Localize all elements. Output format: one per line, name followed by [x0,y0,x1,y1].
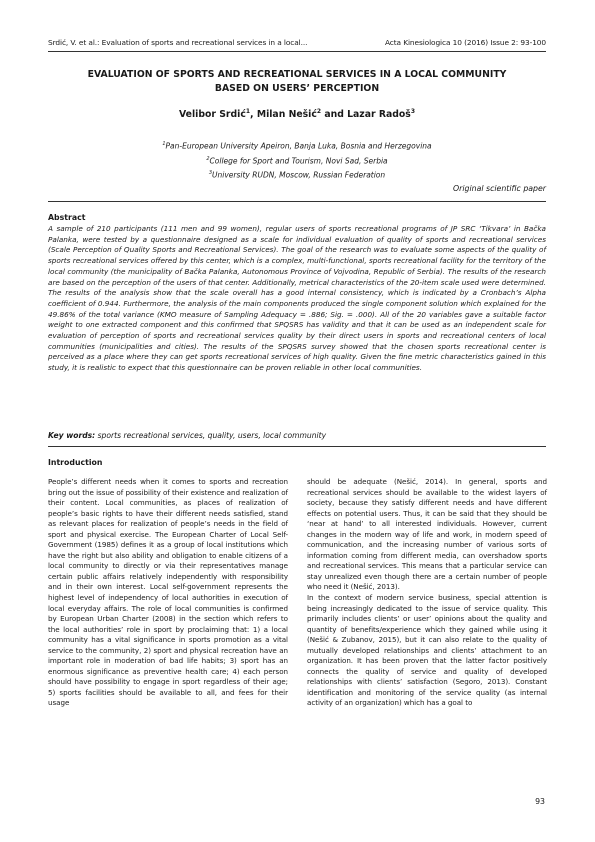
header-divider [48,51,546,52]
body-column-left [48,477,288,709]
affiliation-text: College for Sport and Tourism, Novi Sad, Serbia [209,156,388,165]
affiliation-item [48,167,546,182]
page-number: 93 [535,797,545,806]
paper-title-line-1: EVALUATION OF SPORTS AND RECREATIONAL SERVICES IN A LOCAL COMMUNITY [87,69,507,80]
author-list [48,108,546,120]
paper-title [48,68,546,96]
affiliation-item [48,153,546,168]
affiliation-mark: 1 [162,141,166,147]
body-column-right [307,477,547,709]
abstract-text: A sample of 210 participants (111 men and 99 women), regular users of sports recreational programs of JP SRC ‘Tikvara’ in Bačka Palanka, were tested by a questionnaire designed as a scale for individual evaluation of quality of sports and recreational services (Scale Perception of Quality Sports and Recreational Services). The goal of the research was to evaluate some aspects of the quality of sports recreational services offered by this center, which is a complex, multi-functional, sports recreational facility for the territory of the local community (the municipality of Bačka Palanka, Autonomous Province of Vojvodina, Republic of Serbia). The results of the research are based on the perception of the users of that center. Additionally, metrical characteristics of the 20-item scale used were determined. The results of the analysis show that the scale overall has a good internal consistency, which is indicated by a Cronbach’s Alpha coefficient of 0.944. Furthermore, the analysis of the main components produced the single component solution which explained for the 49.86% of the total variance (KMO measure of Sampling Adequacy = .886; Sig. = .000). All of the 20 variables gave a suitable factor weight to one extracted component and this confirmed that SPQSRS has validity and that it can be used as an independent scale for evaluation of perception of sports and recreational services quality by their direct users in sports and recreational centers of local communities (municipalities and cities). The results of the SPQSRS survey showed that the chosen sports recreational center is perceived as a place where they can get sports recreational services of high quality. Given the fine metric characteristics gained in this study, it is realistic to expect that this questionnaire can be proven reliable in other local communities. [48,224,546,373]
running-header [48,38,546,50]
abstract-heading: Abstract [48,213,86,222]
keywords-text: sports recreational services, quality, users, local community [95,431,327,440]
author-affiliation-mark: 3 [410,108,416,115]
affiliation-mark: 3 [208,170,213,176]
author-name: Velibor Srdić [178,109,246,121]
affiliation-mark: 2 [206,155,210,162]
keywords [48,431,546,440]
affiliation-text: University RUDN, Moscow, Russian Federation [212,170,386,180]
body-paragraph: should be adequate (Nešić, 2014). In general, sports and recreational services should be available to the widest layers of society, because they satisfy different needs and have different effects on potential users. Thus, it can be said that they should be ‘near at hand’ to all interested individuals. However, current changes in the modern way of life and work, in modern speed of communication, and the increasing number of various sorts of information coming from different media, can overshadow sports and recreational services. This means that a particular service can stay unrealized even though there are a certain number of people who need it (Nešić, 2013). [307,477,547,592]
body-paragraph: People’s different needs when it comes to sports and recreation bring out the issue of possibility of their existence and realization of their content. Local communities, as places of realization of people’s basic rights to have their different needs satisfied, stand as relevant places for realization of people’s needs in the field of sport and physical exercise. The European Charter of Local Self-Government (1985) defines it as a group of local institutions which have the right but also ability and obligation to enable citizens of a local community to directly or via their representatives manage certain public affairs relatively independently with responsibility and in their own interest. Local self-government represents the highest level of independency of local authorities in execution of local everyday affairs. The role of local communities is confirmed by European Urban Charter (2008) in the section which refers to the local authorities’ role in sport by proclaiming that: 1) a local community has a vital significance in sports promotion as a vital service to the community, 2) sport and physical recreation have an important role in moderation of bad life habits; 3) sport has an enormous significance as preventive health care; 4) each person should have possibility to engage in sport regardless of their age; 5) sports facilities should be available to all, and fees for their usage [48,477,288,708]
section-heading-introduction: Introduction [48,458,103,467]
abstract-top-divider [48,201,546,202]
author-name: Milan Nešić [256,109,317,121]
author-affiliation-mark: 2 [316,108,322,115]
running-header-journal: Acta Kinesiologica 10 (2016) Issue 2: 93-100 [384,38,546,47]
author-separator: , [250,109,257,121]
keywords-divider [48,446,546,447]
running-header-citation: Srdić, V. et al.: Evaluation of sports and recreational services in a local... [48,38,308,47]
affiliation-list [48,138,546,182]
affiliation-text: Pan-European University Apeiron, Banja Luka, Bosnia and Herzegovina [165,141,432,151]
affiliation-item [48,138,546,153]
author-name: Lazar Radoš [347,109,411,121]
body-paragraph: In the context of modern service business, special attention is being increasingly dedicated to the issue of service quality. This primarily includes clients’ or user’ opinions about the quality and quantity of benefits/experience which they gained while using it (Nešić & Zubanov, 2015), but it can also relate to the quality of mutually developed relationships and clients’ attachment to an organization. It has been proven that the latter factor positively connects the quality of service and quality of developed relationships with clients’ satisfaction (Segoro, 2013). Constant identification and monitoring of the service quality (as internal activity of an organization) which has a goal to [307,593,547,708]
paper-title-line-2: BASED ON USERS’ PERCEPTION [214,83,380,94]
keywords-label: Key words: [48,431,96,440]
author-separator: and [321,109,348,121]
author-affiliation-mark: 1 [245,108,251,115]
paper-type-label: Original scientific paper [453,184,546,193]
